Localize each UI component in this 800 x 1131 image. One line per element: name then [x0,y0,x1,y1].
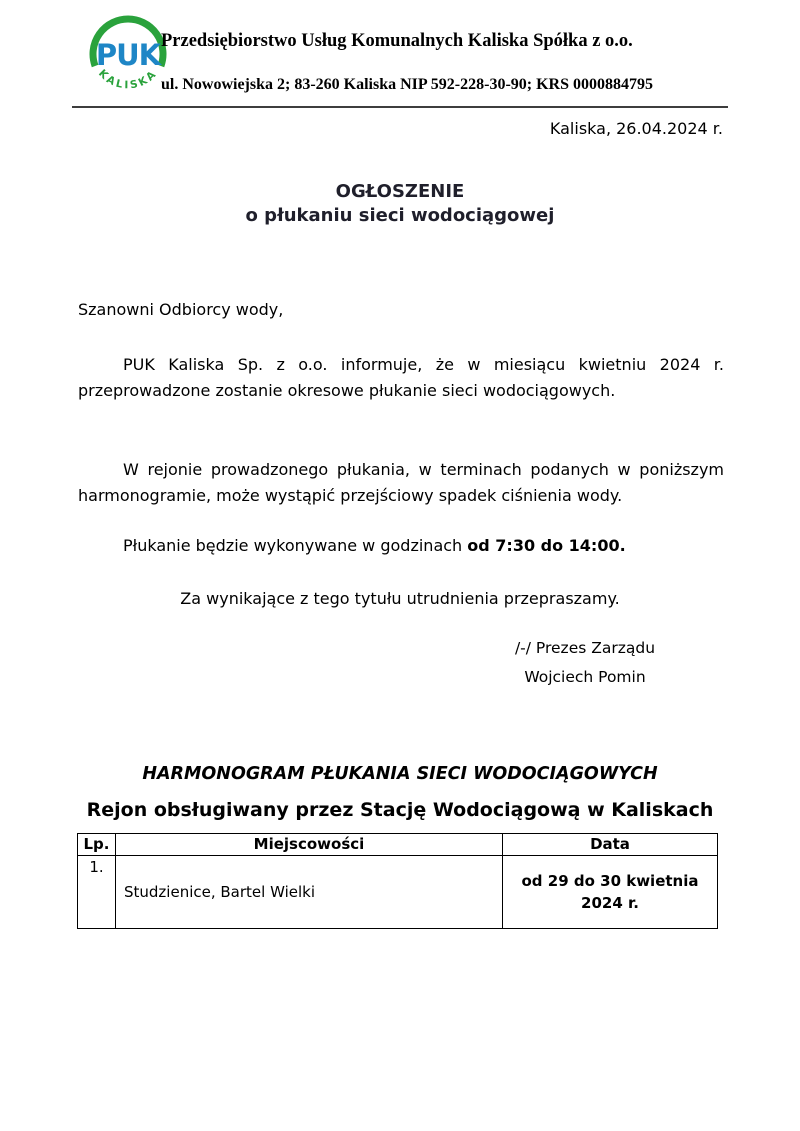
document-title-line2: o płukaniu sieci wodociągowej [245,205,555,226]
logo-puk-text: PUK [95,38,161,72]
date-range-cell: od 29 do 30 kwietnia 2024 r. [503,856,718,929]
schedule-table-header-row [78,834,718,856]
working-hours-prefix: Płukanie będzie wykonywane w godzinach [123,536,468,555]
document-title [75,180,725,228]
column-header-miejscowosci: Miejscowości [116,834,503,856]
schedule-subtitle: Rejon obsługiwany przez Stację Wodociągową w Kaliskach [86,799,714,821]
working-hours-value: od 7:30 do 14:00. [467,536,626,555]
schedule-table [77,833,718,929]
company-name: Przedsiębiorstwo Usług Komunalnych Kaliska Spółka z o.o. [161,31,633,51]
letterhead-divider [72,106,728,108]
row-number-cell: 1. [78,856,116,929]
company-address-line: ul. Nowowiejska 2; 83-260 Kaliska NIP 592-228-30-90; KRS 0000884795 [161,76,654,93]
salutation: Szanowni Odbiorcy wody, [78,300,284,319]
table-row [78,856,718,929]
logo-kaliska-arc-text: KALISKA [96,67,160,92]
document-title-line1: OGŁOSZENIE [335,181,465,202]
signature-role: /-/ Prezes Zarządu [514,639,656,657]
paragraph-pressure-drop: W rejonie prowadzonego płukania, w terminach podanych w poniższym harmonogramie, może wystąpić przejściowy spadek ciśnienia wody. [78,460,724,505]
puk-kaliska-logo-icon [80,12,176,112]
apology-line: Za wynikające z tego tytułu utrudnienia przepraszamy. [180,589,620,608]
working-hours-line [78,533,724,559]
localities-cell: Studzienice, Bartel Wielki [116,856,503,929]
signature-name: Wojciech Pomin [524,668,646,686]
schedule-title: HARMONOGRAM PŁUKANIA SIECI WODOCIĄGOWYCH [142,764,658,784]
column-header-data: Data [503,834,718,856]
column-header-lp: Lp. [78,834,116,856]
paragraph-flushing-info: PUK Kaliska Sp. z o.o. informuje, że w miesiącu kwietniu 2024 r. przeprowadzone zostanie okresowe płukanie sieci wodociągowych. [78,355,724,400]
place-and-date: Kaliska, 26.04.2024 r. [549,119,723,138]
signature-block [465,634,705,692]
